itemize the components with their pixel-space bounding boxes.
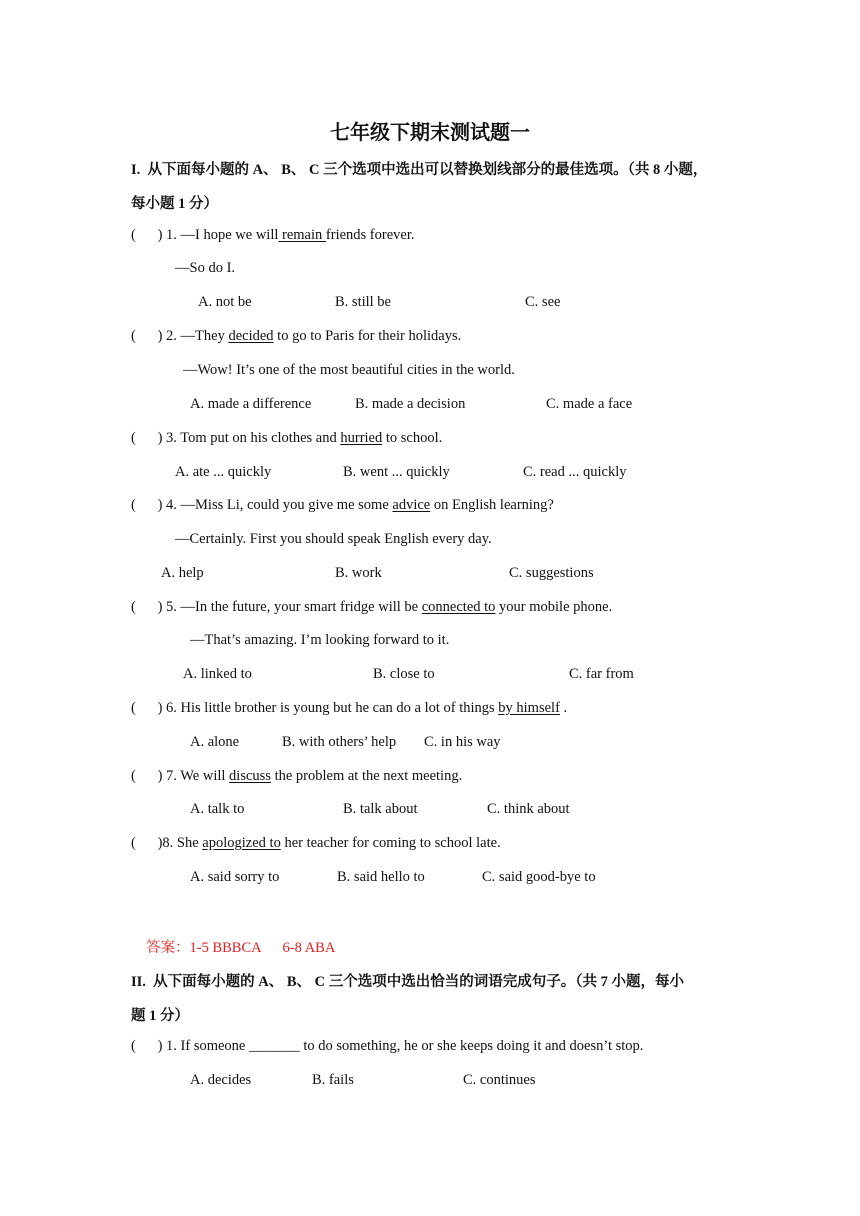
question-1-option-b: B. still be bbox=[335, 294, 391, 310]
question-6-option-b: B. with others’ help bbox=[282, 734, 397, 750]
question-4-prefix: ( ) 4. —Miss Li, could you give me some bbox=[131, 497, 393, 513]
question-1 bbox=[131, 227, 414, 244]
question-5-option-b: B. close to bbox=[373, 666, 435, 682]
question-5-prefix: ( ) 5. —In the future, your smart fridge will be bbox=[131, 599, 422, 615]
question-8-underlined: apologized to bbox=[202, 835, 281, 851]
question-6-option-a: A. alone bbox=[190, 734, 240, 750]
question-4-underlined: advice bbox=[392, 497, 431, 513]
question-3-option-a: A. ate ... quickly bbox=[175, 464, 272, 480]
question-3-suffix: to school. bbox=[382, 430, 443, 446]
section-1-heading-line-2: 每小题 1 分） bbox=[131, 196, 218, 212]
question-6 bbox=[131, 700, 567, 717]
question-1-suffix: friends forever. bbox=[325, 227, 415, 243]
section-2-heading-line-2: 题 1 分） bbox=[131, 1008, 189, 1024]
question-3-underlined: hurried bbox=[340, 430, 383, 446]
question-3-option-c: C. read ... quickly bbox=[523, 464, 627, 480]
section-2-question-1-option-c: C. continues bbox=[463, 1072, 536, 1088]
question-6-prefix: ( ) 6. His little brother is young but he can do a lot of things bbox=[131, 700, 499, 716]
question-7 bbox=[131, 768, 462, 785]
section-2-question-1-option-b: B. fails bbox=[312, 1072, 354, 1088]
question-1-option-a: A. not be bbox=[198, 294, 252, 310]
section-1-heading-line-1: I. 从下面每小题的 A、 B、 C 三个选项中选出可以替换划线部分的最佳选项。（共 8 小题， bbox=[131, 162, 708, 178]
question-2-suffix: to go to Paris for their holidays. bbox=[273, 328, 462, 344]
question-2-option-c: C. made a face bbox=[546, 396, 633, 412]
question-5 bbox=[131, 599, 612, 616]
question-3-option-b: B. went ... quickly bbox=[343, 464, 450, 480]
question-4-option-a: A. help bbox=[161, 565, 204, 581]
answer-key: 答案：1-5 BBBCA 6-8 ABA bbox=[146, 940, 336, 956]
question-6-suffix: . bbox=[559, 700, 568, 716]
question-6-underlined: by himself bbox=[498, 700, 560, 716]
question-4-option-c: C. suggestions bbox=[509, 565, 594, 581]
section-2-question-1-option-a: A. decides bbox=[190, 1072, 252, 1088]
question-5-underlined: connected to bbox=[421, 599, 496, 615]
question-4-suffix: on English learning? bbox=[430, 497, 554, 513]
question-2-reply: —Wow! It’s one of the most beautiful cities in the world. bbox=[183, 362, 515, 378]
question-2-prefix: ( ) 2. —They bbox=[131, 328, 229, 344]
question-5-suffix: your mobile phone. bbox=[495, 599, 613, 615]
section-2-heading-line-1: II. 从下面每小题的 A、 B、 C 三个选项中选出恰当的词语完成句子。（共 7 小题，每小 bbox=[131, 974, 685, 990]
question-1-underlined: remain bbox=[278, 227, 326, 243]
question-4-option-b: B. work bbox=[335, 565, 382, 581]
question-2-underlined: decided bbox=[228, 328, 274, 344]
section-2-question-1: ( ) 1. If someone _______ to do something, he or she keeps doing it and doesn’t stop. bbox=[131, 1038, 644, 1054]
question-8 bbox=[131, 835, 501, 852]
question-6-option-c: C. in his way bbox=[424, 734, 501, 750]
question-7-suffix: the problem at the next meeting. bbox=[270, 768, 463, 784]
question-3-prefix: ( ) 3. Tom put on his clothes and bbox=[131, 430, 341, 446]
question-2 bbox=[131, 328, 461, 345]
question-2-option-b: B. made a decision bbox=[355, 396, 466, 412]
question-8-suffix: her teacher for coming to school late. bbox=[280, 835, 501, 851]
question-7-option-b: B. talk about bbox=[343, 801, 418, 817]
question-8-option-b: B. said hello to bbox=[337, 869, 425, 885]
page-title: 七年级下期末测试题一 bbox=[330, 122, 530, 144]
question-1-reply: —So do I. bbox=[175, 260, 236, 276]
question-5-option-c: C. far from bbox=[569, 666, 634, 682]
question-5-reply: —That’s amazing. I’m looking forward to it. bbox=[190, 632, 450, 648]
question-5-option-a: A. linked to bbox=[183, 666, 252, 682]
question-7-option-a: A. talk to bbox=[190, 801, 245, 817]
question-7-underlined: discuss bbox=[229, 768, 271, 784]
question-8-option-a: A. said sorry to bbox=[190, 869, 280, 885]
question-7-prefix: ( ) 7. We will bbox=[131, 768, 230, 784]
question-3 bbox=[131, 430, 442, 447]
question-8-prefix: ( )8. She bbox=[131, 835, 203, 851]
question-4 bbox=[131, 497, 554, 514]
question-8-option-c: C. said good-bye to bbox=[482, 869, 596, 885]
question-2-option-a: A. made a difference bbox=[190, 396, 312, 412]
question-1-prefix: ( ) 1. —I hope we will bbox=[131, 227, 279, 243]
question-1-option-c: C. see bbox=[525, 294, 561, 310]
question-4-reply: —Certainly. First you should speak English every day. bbox=[175, 531, 492, 547]
question-7-option-c: C. think about bbox=[487, 801, 570, 817]
